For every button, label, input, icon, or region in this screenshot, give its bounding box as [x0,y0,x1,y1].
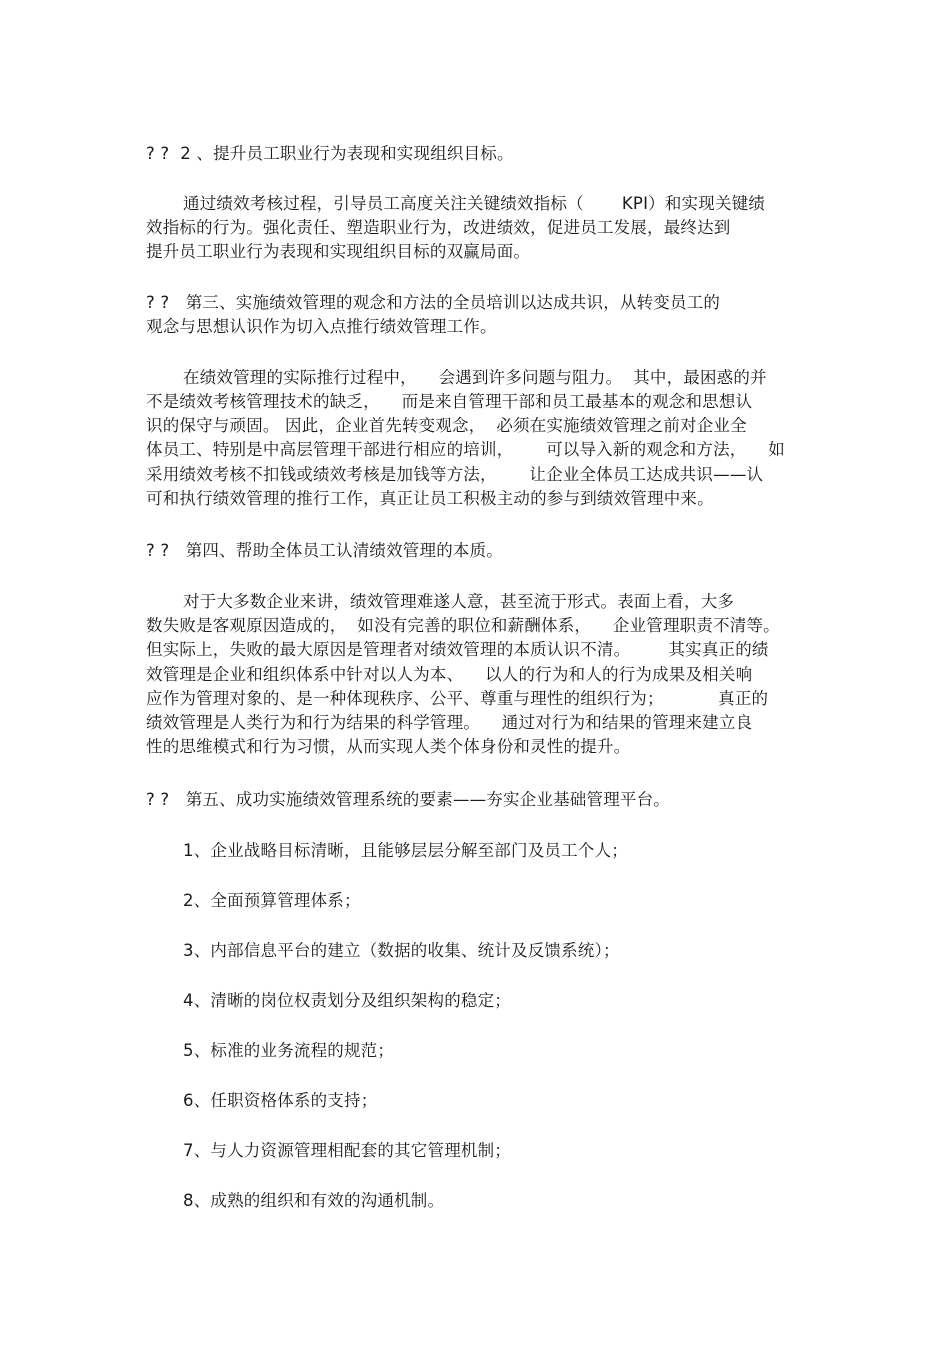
paragraph-line: 数失败是客观原因造成的， 如没有完善的职位和薪酬体系， 企业管理职责不清等。 [146,616,780,635]
paragraph-line: 通过绩效考核过程，引导员工高度关注关键绩效指标（ KPI）和实现关键绩 [183,194,766,213]
list-item: 6、任职资格体系的支持； [183,1091,378,1110]
list-item: 7、与人力资源管理相配套的其它管理机制； [183,1141,511,1160]
paragraph-line: 效管理是企业和组织体系中针对以人为本、 以人的行为和人的行为成果及相关响 [146,665,753,684]
list-item: 5、标准的业务流程的规范； [183,1041,395,1060]
paragraph-line: 在绩效管理的实际推行过程中， 会遇到许多问题与阻力。 其中，最困惑的并 [183,368,767,387]
paragraph-line: 体员工、特别是中高层管理干部进行相应的培训， 可以导入新的观念和方法， 如 [146,440,785,459]
paragraph-line: 不是绩效考核管理技术的缺乏， 而是来自管理干部和员工最基本的观念和思想认 [146,392,753,411]
list-item: 2、全面预算管理体系； [183,891,361,910]
paragraph-line: 性的思维模式和行为习惯，从而实现人类个体身份和灵性的提升。 [146,737,631,756]
section-heading-4: ? ? 第四、帮助全体员工认清绩效管理的本质。 [146,541,503,560]
heading-line: 观念与思想认识作为切入点推行绩效管理工作。 [146,317,497,336]
list-item: 8、成熟的组织和有效的沟通机制。 [183,1191,445,1210]
section-heading-2: ? ? 2 、提升员工职业行为表现和实现组织目标。 [146,144,514,163]
paragraph-line: 对于大多数企业来讲，绩效管理难遂人意，甚至流于形式。表面上看，大多 [183,592,735,611]
paragraph-line: 可和执行绩效管理的推行工作，真正让员工积极主动的参与到绩效管理中来。 [146,489,714,508]
paragraph-line: 识的保守与顽固。 因此，企业首先转变观念， 必须在实施绩效管理之前对企业全 [146,416,747,435]
paragraph-line: 采用绩效考核不扣钱或绩效考核是加钱等方法， 让企业全体员工达成共识——认 [146,465,764,484]
heading-line: ? ? 第三、实施绩效管理的观念和方法的全员培训以达成共识，从转变员工的 [146,293,721,312]
section-heading-5: ? ? 第五、成功实施绩效管理系统的要素——夯实企业基础管理平台。 [146,790,670,809]
list-item: 4、清晰的岗位权责划分及组织架构的稳定； [183,991,511,1010]
paragraph-line: 应作为管理对象的、是一种体现秩序、公平、尊重与理性的组织行为； 真正的 [146,689,769,708]
list-item: 1、企业战略目标清晰，且能够层层分解至部门及员工个人； [183,841,628,860]
list-item: 3、内部信息平台的建立（数据的收集、统计及反馈系统）； [183,941,620,960]
paragraph-line: 提升员工职业行为表现和实现组织目标的双赢局面。 [146,242,531,261]
paragraph-line: 效指标的行为。强化责任、塑造职业行为，改进绩效，促进员工发展，最终达到 [146,218,731,237]
paragraph-line: 但实际上，失败的最大原因是管理者对绩效管理的本质认识不清。 其实真正的绩 [146,640,769,659]
paragraph-line: 绩效管理是人类行为和行为结果的科学管理。 通过对行为和结果的管理来建立良 [146,713,753,732]
